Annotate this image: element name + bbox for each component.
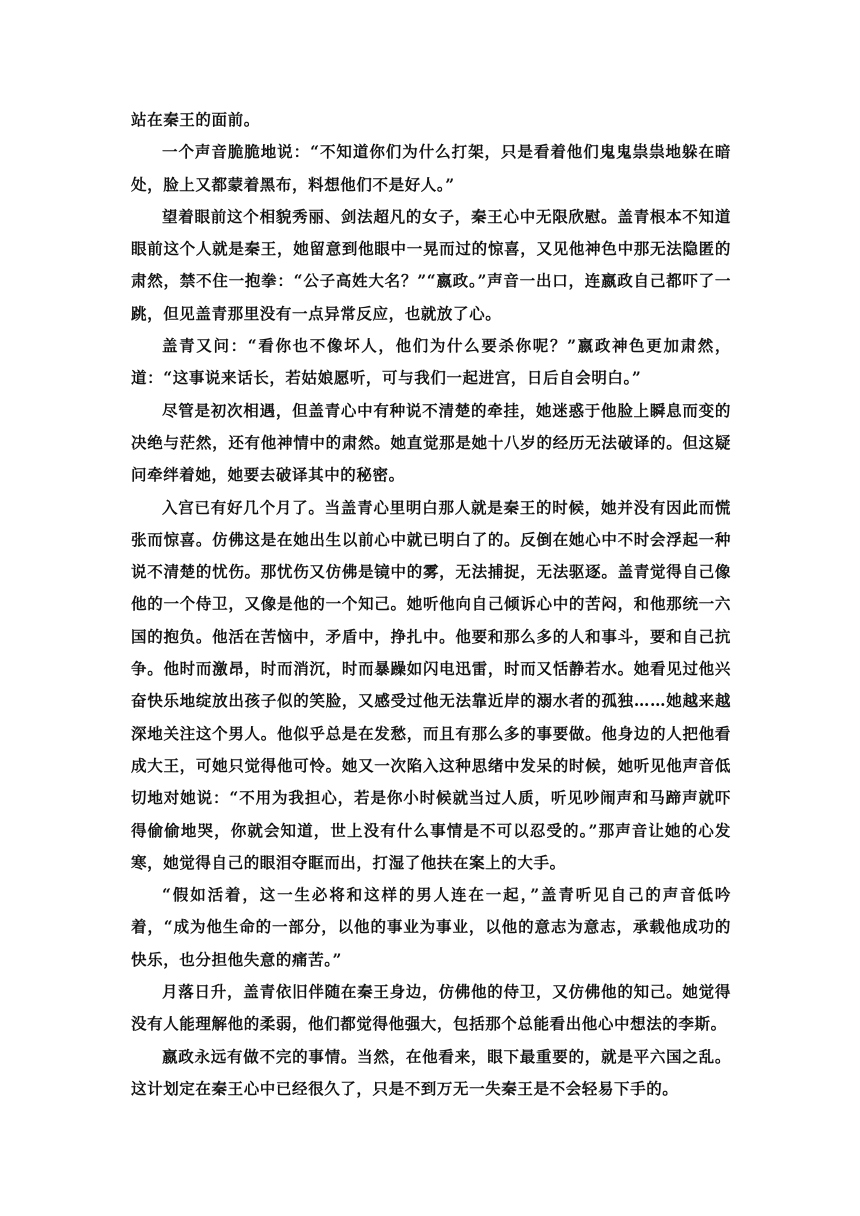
paragraph-6: 入宫已有好几个月了。当盖青心里明白那人就是秦王的时候，她并没有因此而慌张而惊喜。仿佛这是在她出生以前心中就已明白了的。反倒在她心中不时会浮起一种说不清楚的忧伤。那忧伤又仿佛是镜中的雾，无法捕捉，无法驱逐。盖青觉得自己像他的一个侍卫，又像是他的一个知己。她听他向自己倾诉心中的苦闷，和他那统一六国的抱负。他活在苦恼中，矛盾中，挣扎中。他要和那么多的人和事斗，要和自己抗争。他时而激昂，时而消沉，时而暴躁如闪电迅雷，时而又恬静若水。她看见过他兴奋快乐地绽放出孩子似的笑脸，又感受过他无法靠近岸的溺水者的孤独……她越来越深地关注这个男人。他似乎总是在发愁，而且有那么多的事要做。他身边的人把他看成大王，可她只觉得他可怜。她又一次陷入这种思绪中发呆的时候，她听见他声音低切地对她说：“不用为我担心，若是你小时候就当过人质，听见吵闹声和马蹄声就吓得偷偷地哭，你就会知道，世上没有什么事情是不可以忍受的。”那声音让她的心发寒，她觉得自己的眼泪夺眶而出，打湿了他扶在案上的大手。 [131,497,731,872]
paragraph-4: 盖青又问：“看你也不像坏人，他们为什么要杀你呢？”嬴政神色更加肃然，道：“这事说来话长，若姑娘愿听，可与我们一起进宫，日后自会明白。” [131,336,731,388]
paragraph-5: 尽管是初次相遇，但盖青心中有种说不清楚的牵挂，她迷惑于他脸上瞬息而变的决绝与茫然，还有他神情中的肃然。她直觉那是她十八岁的经历无法破译的。但这疑问牵绊着她，她要去破译其中的秘密。 [131,400,731,485]
paragraph-1: 站在秦王的面前。 [131,110,260,129]
story-text [131,104,731,1105]
paragraph-3: 望着眼前这个相貌秀丽、剑法超凡的女子，秦王心中无限欣慰。盖青根本不知道眼前这个人就是秦王，她留意到他眼中一晃而过的惊喜，又见他神色中那无法隐匿的肃然，禁不住一抱拳：“公子高姓大名？”“嬴政。”声音一出口，连嬴政自己都吓了一跳，但见盖青那里没有一点异常反应，也就放了心。 [131,206,731,323]
paragraph-8: 月落日升，盖青依旧伴随在秦王身边，仿佛他的侍卫，又仿佛他的知己。她觉得没有人能理解他的柔弱，他们都觉得他强大，包括那个总能看出他心中想法的李斯。 [131,982,731,1034]
paragraph-7: “假如活着，这一生必将和这样的男人连在一起，”盖青听见自己的声音低吟着，“成为他生命的一部分，以他的事业为事业，以他的意志为意志，承载他成功的快乐，也分担他失意的痛苦。” [131,885,731,969]
paragraph-2: 一个声音脆脆地说：“不知道你们为什么打架，只是看着他们鬼鬼祟祟地躲在暗处，脸上又都蒙着黑布，料想他们不是好人。” [131,142,731,194]
paragraph-9: 嬴政永远有做不完的事情。当然，在他看来，眼下最重要的，就是平六国之乱。这计划定在秦王心中已经很久了，只是不到万无一失秦王是不会轻易下手的。 [131,1046,731,1098]
